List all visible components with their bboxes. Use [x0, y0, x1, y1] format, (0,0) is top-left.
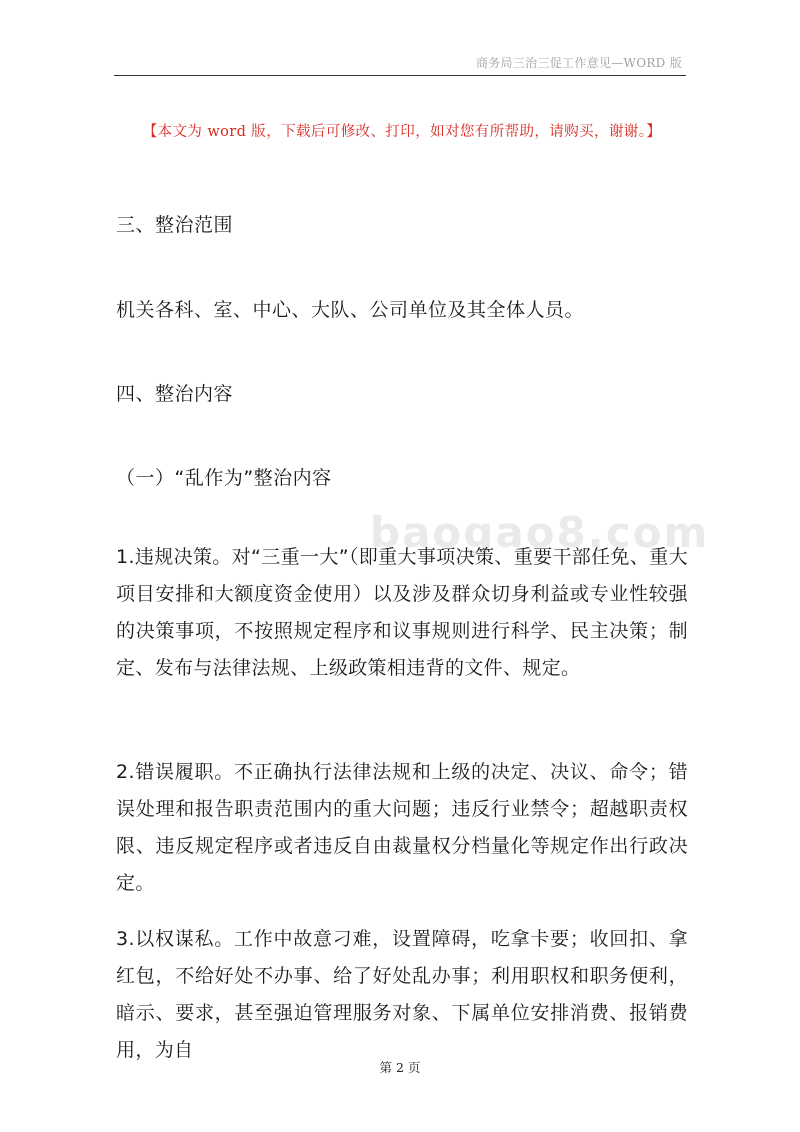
purchase-notice: 【本文为 word 版，下载后可修改、打印，如对您有所帮助，请购买，谢谢。】 — [142, 124, 662, 140]
paragraph-item-2: 2.错误履职。不正确执行法律法规和上级的决定、决议、命令；错误处理和报告职责范围内的重大问题；违反行业禁令；超越职责权限、违反规定程序或者违反自由裁量权分档量化等规定作出行政决定。 — [116, 761, 688, 894]
page-number: 第 2 页 — [379, 1060, 421, 1075]
header-divider — [114, 75, 686, 76]
watermark-logo: baogao8.com — [370, 508, 710, 557]
section-heading-scope: 三、整治范围 — [116, 214, 234, 236]
page-header-title: 商务局三治三促工作意见—WORD 版 — [475, 56, 682, 70]
paragraph-item-1: 1.违规决策。对“三重一大”（即重大事项决策、重要干部任免、重大项目安排和大额度资金使用）以及涉及群众切身利益或专业性较强的决策事项，不按照规定程序和议事规则进行科学、民主决策；制定、发布与法律法规、上级政策相违背的文件、规定。 — [116, 546, 688, 679]
section-heading-content: 四、整治内容 — [116, 383, 234, 405]
paragraph-item-3: 3.以权谋私。工作中故意刁难，设置障碍，吃拿卡要；收回扣、拿红包，不给好处不办事、给了好处乱办事；利用职权和职务便利，暗示、要求，甚至强迫管理服务对象、下属单位安排消费、报销费用，为自 — [116, 928, 688, 1061]
subsection-heading-misconduct: （一）“乱作为”整治内容 — [116, 467, 332, 489]
section-text-scope: 机关各科、室、中心、大队、公司单位及其全体人员。 — [116, 299, 585, 321]
